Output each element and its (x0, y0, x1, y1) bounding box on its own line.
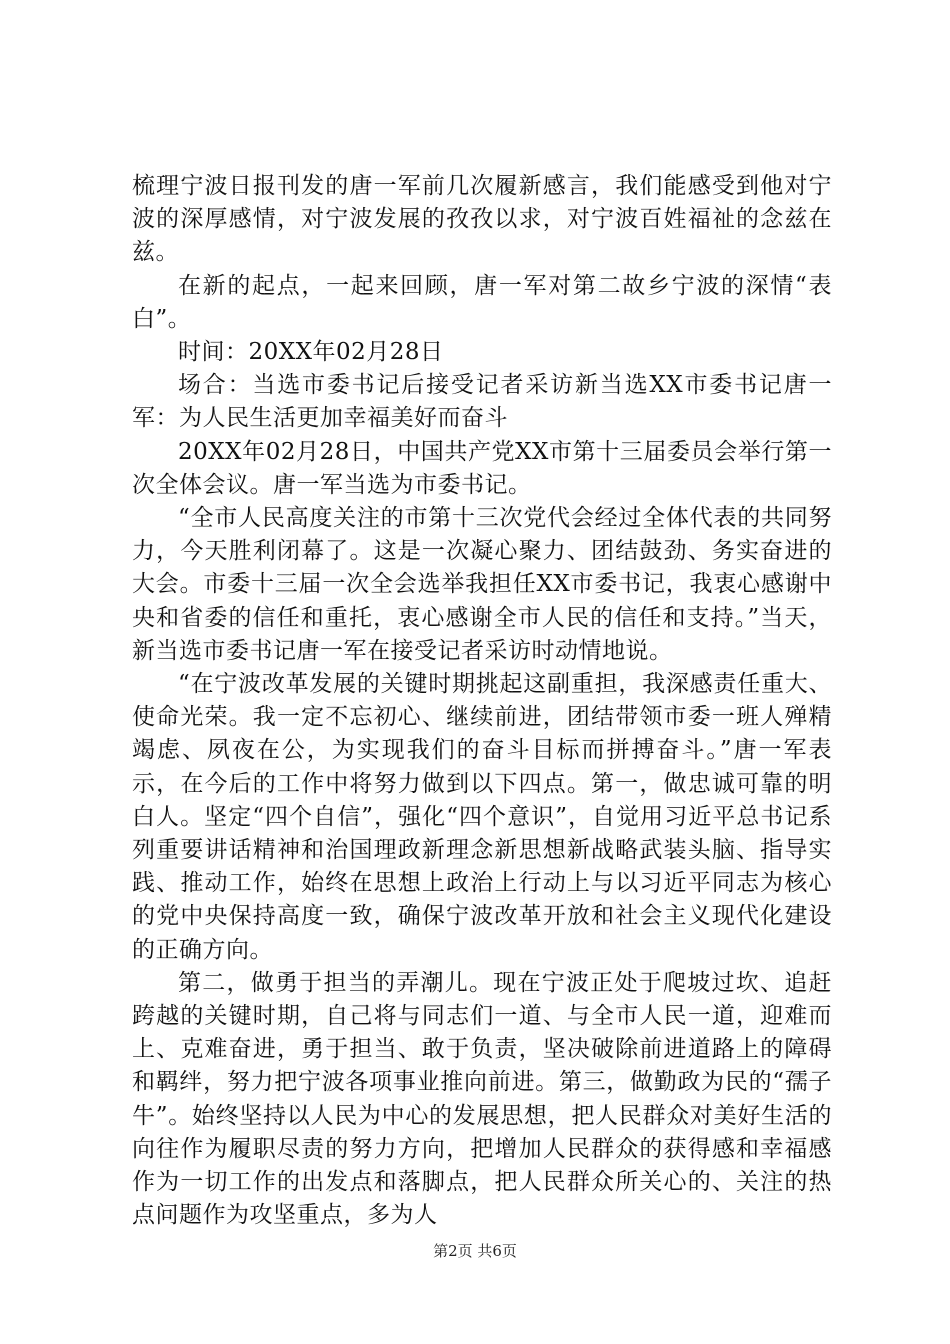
paragraph-quote-2: “在宁波改革发展的关键时期挑起这副重担，我深感责任重大、使命光荣。我一定不忘初心、继续前进，团结带领市委一班人殚精竭虑、夙夜在公，为实现我们的奋斗目标而拼搏奋斗。”唐一军表示，在今后的工作中将努力做到以下四点。第一，做忠诚可靠的明白人。坚定“四个自信”，强化“四个意识”，自觉用习近平总书记系列重要讲话精神和治国理政新理念新思想新战略武装头脑、指导实践、推动工作，始终在思想上政治上行动上与以习近平同志为核心的党中央保持高度一致，确保宁波改革开放和社会主义现代化建设的正确方向。 (132, 671, 832, 963)
paragraph-occasion: 场合：当选市委书记后接受记者采访新当选XX市委书记唐一军：为人民生活更加幸福美好而奋斗 (132, 372, 832, 432)
paragraph-second-point: 第二，做勇于担当的弄潮儿。现在宁波正处于爬坡过坎、追赶跨越的关键时期，自己将与同志们一道、与全市人民一道，迎难而上、克难奋进，勇于担当、敢于负责，坚决破除前进道路上的障碍和羁绊，努力把宁波各项事业推向前进。第三，做勤政为民的“孺子牛”。始终坚持以人民为中心的发展思想，把人民群众对美好生活的向往作为履职尽责的努力方向，把增加人民群众的获得感和幸福感作为一切工作的出发点和落脚点，把人民群众所关心的、关注的热点问题作为攻坚重点，多为人 (132, 969, 832, 1229)
paragraph-meeting: 20XX年02月28日，中国共产党XX市第十三届委员会举行第一次全体会议。唐一军当选为市委书记。 (132, 438, 832, 498)
paragraph-time: 时间：20XX年02月28日 (178, 339, 444, 366)
page-footer (0, 1240, 950, 1261)
paragraph-review: 在新的起点，一起来回顾，唐一军对第二故乡宁波的深情“表白”。 (132, 272, 832, 332)
document-body (132, 170, 832, 1233)
paragraph-intro: 梳理宁波日报刊发的唐一军前几次履新感言，我们能感受到他对宁波的深厚感情，对宁波发展的孜孜以求，对宁波百姓福祉的念兹在兹。 (132, 173, 832, 266)
page-number-label: 第2页 共6页 (433, 1242, 517, 1260)
paragraph-quote-1: “全市人民高度关注的市第十三次党代会经过全体代表的共同努力，今天胜利闭幕了。这是一次凝心聚力、团结鼓劲、务实奋进的大会。市委十三届一次全会选举我担任XX市委书记，我衷心感谢中央和省委的信任和重托，衷心感谢全市人民的信任和支持。”当天，新当选市委书记唐一军在接受记者采访时动情地说。 (132, 505, 832, 664)
